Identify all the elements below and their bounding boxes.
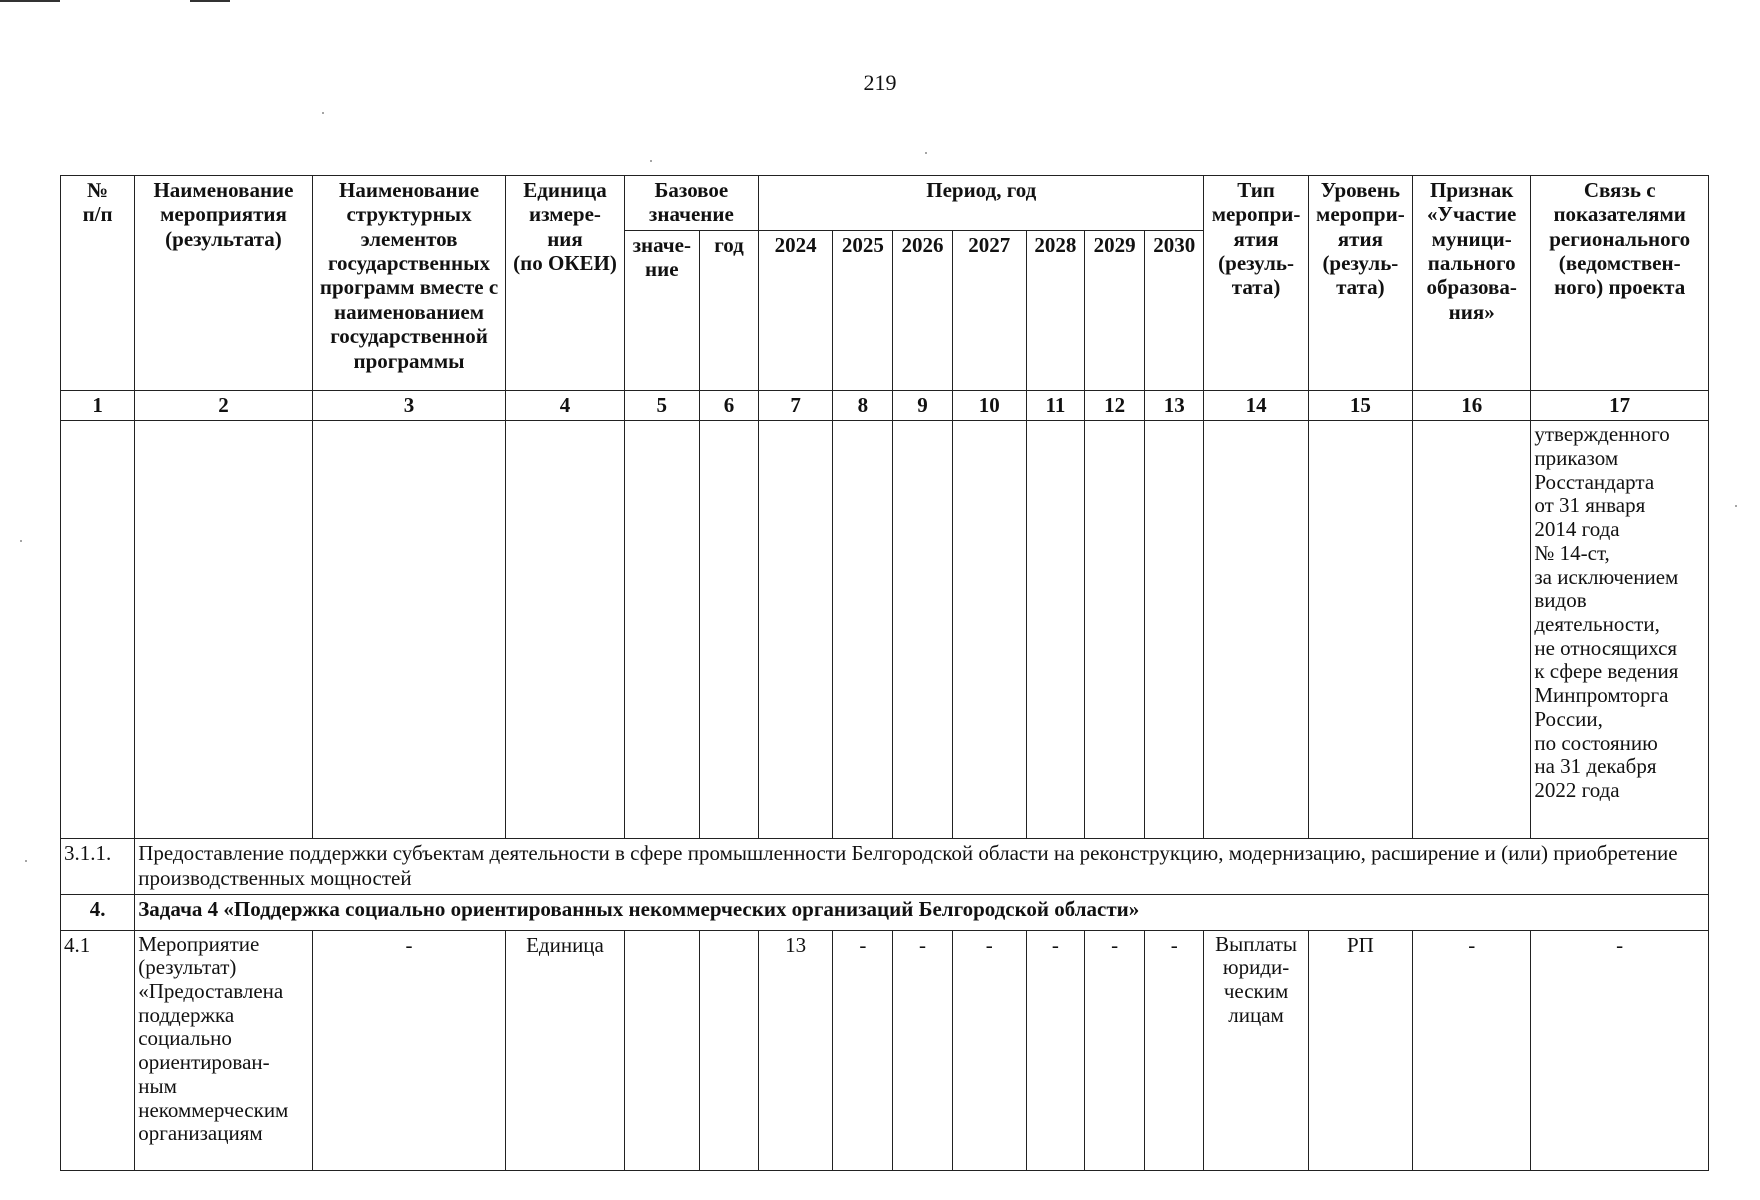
measure-type: Выплаты юриди- ческим лицам [1204, 930, 1308, 1170]
empty-cell [61, 421, 135, 839]
header-base-value: значе- ние [624, 231, 699, 391]
empty-cell [1413, 421, 1531, 839]
scan-speck [1735, 505, 1737, 507]
task-title: Задача 4 «Поддержка социально ориентированных некоммерческих организаций Белгородской области» [135, 894, 1709, 930]
value-2029: - [1085, 930, 1145, 1170]
header-base-year: год [699, 231, 758, 391]
empty-cell [1204, 421, 1308, 839]
column-number-row [61, 391, 1709, 421]
empty-cell [135, 421, 313, 839]
empty-cell [624, 421, 699, 839]
column-number: 3 [312, 391, 506, 421]
header-base-value-group: Базовое значение [624, 176, 758, 231]
scan-speck [650, 160, 652, 162]
row-number: 4.1 [61, 930, 135, 1170]
header-name: Наименование мероприятия (результата) [135, 176, 313, 391]
column-number: 4 [506, 391, 624, 421]
column-number: 1 [61, 391, 135, 421]
scan-speck [20, 540, 22, 542]
column-number: 5 [624, 391, 699, 421]
link-indicators: - [1531, 930, 1709, 1170]
header-unit: Единица измере- ния (по ОКЕИ) [506, 176, 624, 391]
header-year-2027: 2027 [952, 231, 1026, 391]
column-number: 6 [699, 391, 758, 421]
header-structural-elements: Наименование структурных элементов государственных программ вместе с наименованием государственной программы [312, 176, 506, 391]
base-value [624, 930, 699, 1170]
column-number: 16 [1413, 391, 1531, 421]
municipal-participation: - [1413, 930, 1531, 1170]
empty-cell [699, 421, 758, 839]
header-link-indicators: Связь с показателями регионального (ведомствен- ного) проекта [1531, 176, 1709, 391]
header-row-1 [61, 176, 1709, 231]
column-number: 10 [952, 391, 1026, 421]
row-task-4 [61, 894, 1709, 930]
row-4-1 [61, 930, 1709, 1170]
measure-name: Мероприятие (результат) «Предоставлена поддержка социально ориентирован- ным некоммерческим организациям [135, 930, 313, 1170]
column-number: 11 [1026, 391, 1084, 421]
measures-table [60, 175, 1709, 1171]
row-number: 3.1.1. [61, 839, 135, 894]
row-3-1-1 [61, 839, 1709, 894]
empty-cell [1085, 421, 1145, 839]
activity-description: Предоставление поддержки субъектам деятельности в сфере промышленности Белгородской области на реконструкцию, модернизацию, расширение и (или) приобретение производственных мощностей [135, 839, 1709, 894]
column-number: 12 [1085, 391, 1145, 421]
header-year-2030: 2030 [1145, 231, 1204, 391]
empty-cell [952, 421, 1026, 839]
page-number: 219 [863, 70, 897, 95]
header-year-2029: 2029 [1085, 231, 1145, 391]
column-number: 8 [833, 391, 893, 421]
row-number: 4. [61, 894, 135, 930]
scan-mark-top-left-2 [190, 0, 230, 2]
value-2027: - [952, 930, 1026, 1170]
structural-element: - [312, 930, 506, 1170]
empty-cell [1308, 421, 1412, 839]
column-number: 15 [1308, 391, 1412, 421]
column-number: 17 [1531, 391, 1709, 421]
column-number: 9 [893, 391, 952, 421]
empty-cell [759, 421, 833, 839]
value-2028: - [1026, 930, 1084, 1170]
empty-cell [1145, 421, 1204, 839]
header-level: Уровень меропри- ятия (резуль- тата) [1308, 176, 1412, 391]
value-2025: - [833, 930, 893, 1170]
scan-speck [25, 860, 27, 862]
header-year-2026: 2026 [893, 231, 952, 391]
empty-cell [1026, 421, 1084, 839]
empty-cell [506, 421, 624, 839]
column-number: 7 [759, 391, 833, 421]
header-type: Тип меропри- ятия (резуль- тата) [1204, 176, 1308, 391]
unit: Единица [506, 930, 624, 1170]
continuation-row [61, 421, 1709, 839]
link-indicators-continuation: утвержденного приказом Росстандарта от 31 января 2014 года № 14-ст, за исключением видов деятельности, не относящихся к сфере ведения Минпромторга России, по состоянию на 31 декабря 2022 года [1531, 421, 1709, 839]
scan-speck [322, 112, 324, 114]
scan-speck [925, 152, 927, 154]
header-year-2024: 2024 [759, 231, 833, 391]
empty-cell [893, 421, 952, 839]
empty-cell [833, 421, 893, 839]
header-municipal-participation: Признак «Участие муници- пального образова- ния» [1413, 176, 1531, 391]
column-number: 13 [1145, 391, 1204, 421]
measure-level: РП [1308, 930, 1412, 1170]
base-year [699, 930, 758, 1170]
header-period-group: Период, год [759, 176, 1204, 231]
header-year-2028: 2028 [1026, 231, 1084, 391]
column-number: 2 [135, 391, 313, 421]
column-number: 14 [1204, 391, 1308, 421]
header-year-2025: 2025 [833, 231, 893, 391]
scan-mark-top-left [0, 0, 60, 2]
header-number: № п/п [61, 176, 135, 391]
value-2030: - [1145, 930, 1204, 1170]
empty-cell [312, 421, 506, 839]
value-2024: 13 [759, 930, 833, 1170]
value-2026: - [893, 930, 952, 1170]
